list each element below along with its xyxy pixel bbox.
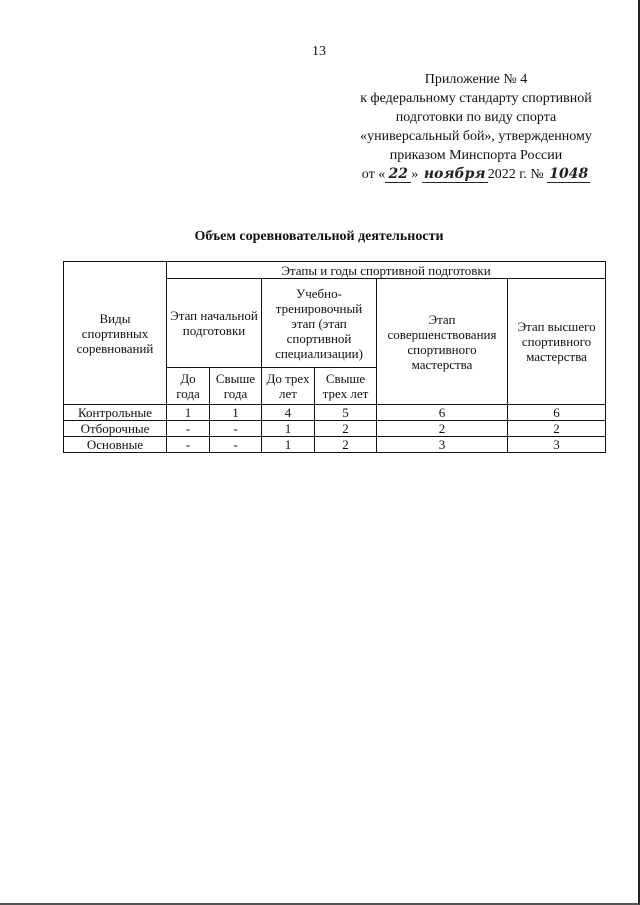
appendix-line: Приложение № 4 [424, 72, 528, 87]
stage-header-improvement: Этап совершенствования спортивного мастерства [377, 279, 508, 405]
handwritten-month: ноября [422, 167, 488, 183]
table-cell: 1 [262, 421, 315, 437]
table-row [64, 405, 606, 421]
appendix-line: «универсальный бой», утвержденному [360, 129, 592, 144]
table-cell: 1 [262, 437, 315, 453]
appendix-line: подготовки по виду спорта [395, 110, 557, 125]
appendix-line: приказом Минспорта России [389, 148, 563, 163]
page-number: 13 [312, 44, 326, 59]
date-prefix: от « [361, 167, 386, 182]
row-header-cell: Виды спортивных соревнований [64, 262, 167, 405]
competition-volume-table [63, 261, 606, 453]
subheader-over-year: Свыше года [210, 368, 262, 405]
table-cell: 2 [508, 421, 606, 437]
date-separator: » [411, 167, 419, 182]
appendix-block [345, 70, 607, 184]
subheader-up-to-three-years: До трех лет [262, 368, 315, 405]
handwritten-order-number: 1048 [549, 166, 589, 182]
table-row [64, 421, 606, 437]
table-cell: 2 [377, 421, 508, 437]
table-cell: 6 [508, 405, 606, 421]
document-title: Объем соревновательной деятельности [194, 229, 444, 244]
table-cell: 3 [377, 437, 508, 453]
stage-header-highest: Этап высшего спортивного мастерства [508, 279, 606, 405]
table-cell: - [210, 437, 262, 453]
table-cell: 6 [377, 405, 508, 421]
group-header-cell: Этапы и годы спортивной подготовки [167, 262, 606, 279]
row-label: Контрольные [64, 405, 167, 421]
table-cell: 2 [315, 437, 377, 453]
table-cell: 1 [167, 405, 210, 421]
date-year: 2022 г. № [487, 167, 544, 182]
handwritten-day: 22 [385, 167, 411, 183]
table-cell: - [210, 421, 262, 437]
subheader-over-three-years: Свыше трех лет [315, 368, 377, 405]
table-cell: 3 [508, 437, 606, 453]
table-cell: - [167, 437, 210, 453]
table-cell: 4 [262, 405, 315, 421]
row-label: Основные [64, 437, 167, 453]
table-cell: 1 [210, 405, 262, 421]
table-row [64, 437, 606, 453]
order-date-line [345, 165, 607, 184]
stage-header-training: Учебно-тренировочный этап (этап спортивной специализации) [262, 279, 377, 368]
table-cell: 2 [315, 421, 377, 437]
table-cell: 5 [315, 405, 377, 421]
subheader-up-to-year: До года [167, 368, 210, 405]
table-cell: - [167, 421, 210, 437]
row-label: Отборочные [64, 421, 167, 437]
stage-header-initial: Этап начальной подготовки [167, 279, 262, 368]
appendix-line: к федеральному стандарту спортивной [360, 91, 592, 106]
